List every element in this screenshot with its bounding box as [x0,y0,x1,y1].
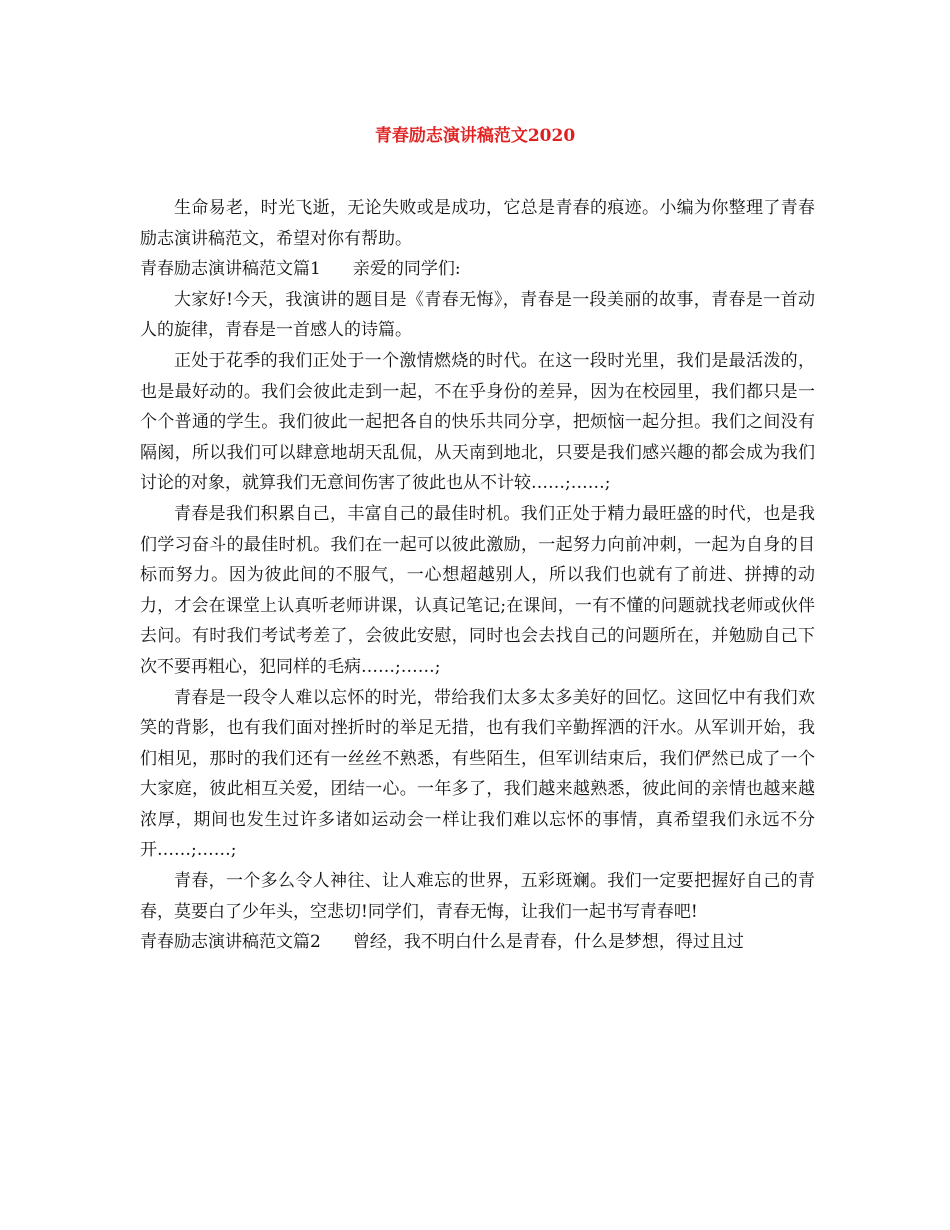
intro-paragraph: 生命易老，时光飞逝，无论失败或是成功，它总是青春的痕迹。小编为你整理了青春励志演讲稿范文，希望对你有帮助。 [140,198,815,249]
section-1-paragraph: 大家好!今天，我演讲的题目是《青春无悔》，青春是一段美丽的故事，青春是一首动人的旋律，青春是一首感人的诗篇。 [140,289,815,341]
section-1-paragraph: 青春，一个多么令人神往、让人难忘的世界，五彩斑斓。我们一定要把握好自己的青春，莫要白了少年头，空悲切!同学们，青春无悔，让我们一起书写青春吧! [140,871,815,922]
section-2-heading-line [140,927,815,958]
section-1-lead: 亲爱的同学们: [352,259,461,280]
section-1-heading: 青春励志演讲稿范文篇1 [140,259,321,280]
document-title: 青春励志演讲稿范文2020 [374,126,576,146]
section-2-heading: 青春励志演讲稿范文篇2 [140,932,321,953]
section-1-paragraph: 正处于花季的我们正处于一个激情燃烧的时代。在这一段时光里，我们是最活泼的，也是最好动的。我们会彼此走到一起，不在乎身份的差异，因为在校园里，我们都只是一个个普通的学生。我们彼此一起把各自的快乐共同分享，把烦恼一起分担。我们之间没有隔阂，所以我们可以肆意地胡天乱侃，从天南到地北，只要是我们感兴趣的都会成为我们讨论的对象，就算我们无意间伤害了彼此也从不计较……;……; [140,350,815,494]
document-body [140,193,815,958]
section-1-heading-line [140,254,815,285]
section-1-paragraph: 青春是我们积累自己，丰富自己的最佳时机。我们正处于精力最旺盛的时代，也是我们学习奋斗的最佳时机。我们在一起可以彼此激励，一起努力向前冲刺，一起为自身的目标而努力。因为彼此间的不服气，一心想超越别人，所以我们也就有了前进、拼搏的动力，才会在课堂上认真听老师讲课，认真记笔记;在课间，一有不懂的问题就找老师或伙伴去问。有时我们考试考差了，会彼此安慰，同时也会去找自己的问题所在，并勉励自己下次不要再粗心，犯同样的毛病……;……; [140,503,815,677]
section-2-lead: 曾经，我不明白什么是青春，什么是梦想，得过且过 [352,932,744,953]
section-1-paragraph: 青春是一段令人难以忘怀的时光，带给我们太多太多美好的回忆。这回忆中有我们欢笑的背影，也有我们面对挫折时的举足无措，也有我们辛勤挥洒的汗水。从军训开始，我们相见，那时的我们还有一丝丝不熟悉，有些陌生，但军训结束后，我们俨然已成了一个大家庭，彼此相互关爱，团结一心。一年多了，我们越来越熟悉，彼此间的亲情也越来越浓厚，期间也发生过许多诸如运动会一样让我们难以忘怀的事情，真希望我们永远不分开……;……; [140,687,815,861]
